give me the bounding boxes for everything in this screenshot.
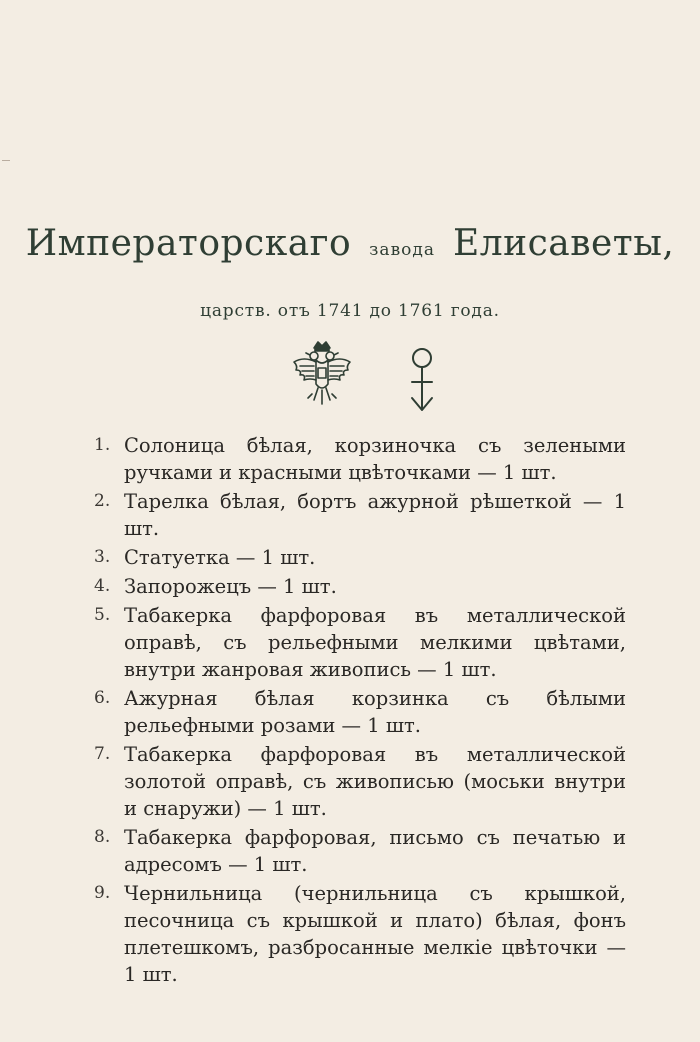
item-number: 3. [94,547,111,567]
list-item [94,741,626,822]
list-item [94,880,626,988]
items-list [94,432,626,990]
item-number: 7. [94,744,111,764]
title-part-3: Елисаветы, [452,223,675,264]
item-number: 9. [94,883,111,903]
list-item [94,573,626,600]
item-text: Табакерка фарфоровая, письмо съ печатью и адресомъ — 1 шт. [124,826,626,876]
page-title [0,222,700,265]
item-text: Табакерка фарфоровая въ металлической оправѣ, съ рельефными мелкими цвѣтами, внутри жанровая живопись — 1 шт. [124,604,626,681]
item-number: 2. [94,491,111,511]
list-item [94,544,626,571]
item-text: Ажурная бѣлая корзинка съ бѣлыми рельефными розами — 1 шт. [124,687,626,737]
title-part-2: завода [369,240,435,260]
item-text: Солоница бѣлая, корзиночка съ зелеными ручками и красными цвѣточками — 1 шт. [124,434,626,484]
item-text: Статуетка — 1 шт. [124,546,316,569]
factory-marks [0,338,700,418]
item-text: Запорожецъ — 1 шт. [124,575,337,598]
item-text: Чернильница (чернильница съ крышкой, песочница съ крышкой и плато) бѣлая, фонъ плетешкомъ, разбросанные мелкіе цвѣточки — 1 шт. [124,882,626,986]
item-number: 8. [94,827,111,847]
list-item [94,824,626,878]
list-item [94,432,626,486]
reign-subtitle: царств. отъ 1741 до 1761 года. [200,301,500,321]
item-number: 1. [94,435,111,455]
title-part-1: Императорскаго [25,223,352,264]
item-number: 5. [94,605,111,625]
page-edge-mark [2,160,10,161]
imperial-eagle-icon [290,340,354,410]
item-text: Тарелка бѣлая, бортъ ажурной рѣшеткой — 1 шт. [124,490,626,540]
list-item [94,488,626,542]
item-number: 6. [94,688,111,708]
list-item [94,602,626,683]
item-text: Табакерка фарфоровая въ металлической золотой оправѣ, съ живописью (моськи внутри и снаружи) — 1 шт. [124,743,626,820]
list-item [94,685,626,739]
item-number: 4. [94,576,111,596]
factory-mark-icon [404,346,440,416]
